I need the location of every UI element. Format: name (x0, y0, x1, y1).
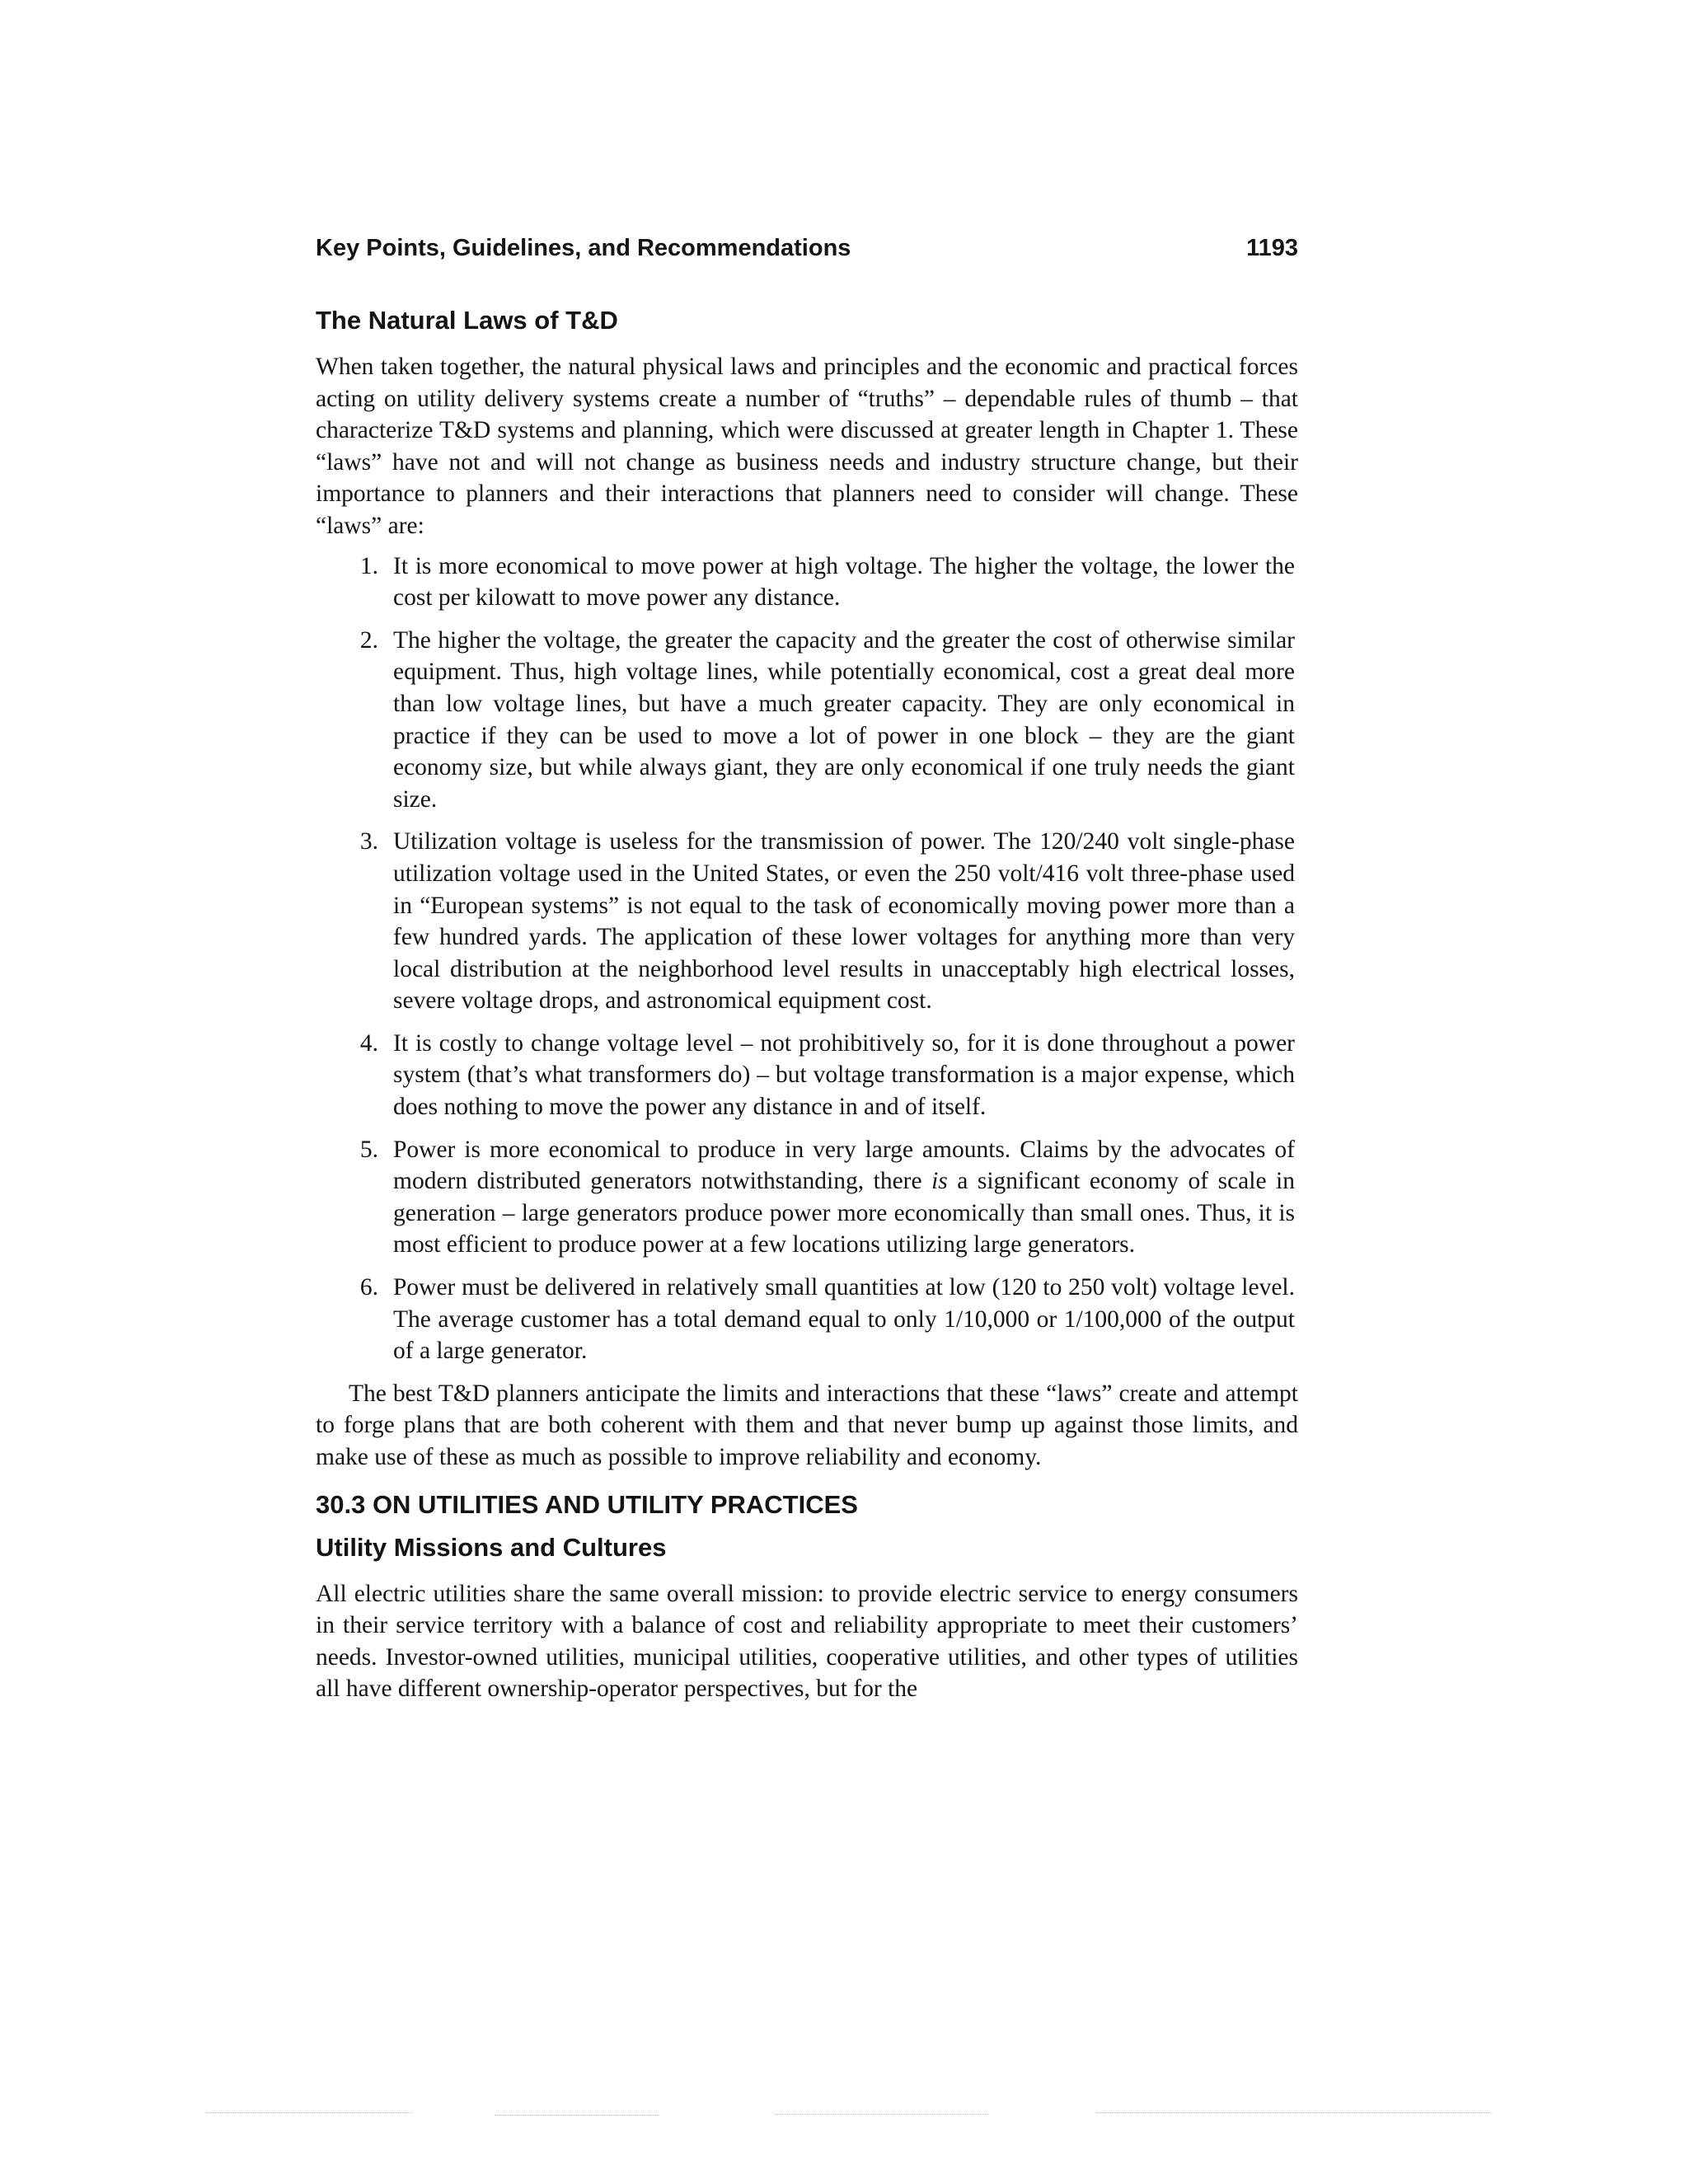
subsection-heading-missions-cultures: Utility Missions and Cultures (316, 1532, 667, 1562)
list-item-number: 2. (359, 626, 378, 654)
closing-paragraph: The best T&D planners anticipate the limits and interactions that these “laws” create and attempt to forge plans that are both coherent with them and that never bump up against those limits, and make use of these as much as possible to improve reliability and economy. (316, 1380, 1298, 1470)
list-item-number: 1. (359, 552, 378, 579)
scan-edge-line (495, 2115, 659, 2116)
intro-paragraph: When taken together, the natural physical laws and principles and the economic and practical forces acting on utility delivery systems create a number of “truths” – dependable rules of thumb – that characterize T&D systems and planning, which were discussed at greater length in Chapter 1. These “laws” have not and will not change as business needs and industry structure change, but their importance to planners and their interactions that planners need to consider will change. These “laws” are: (316, 354, 1298, 539)
scan-edge-line (775, 2114, 989, 2116)
list-item (316, 1028, 1298, 1123)
page-number: 1193 (1246, 235, 1298, 261)
text-run: Power is more economical to produce in very large amounts. Claims by the advocates of modern distributed generators notwithstanding, there (393, 1136, 1295, 1195)
emphasis-text: is (931, 1168, 948, 1195)
laws-list (316, 551, 1298, 1367)
list-item (316, 826, 1298, 1017)
list-item-number: 3. (359, 828, 378, 855)
list-item-number: 4. (359, 1029, 378, 1057)
running-title: Key Points, Guidelines, and Recommendations (316, 235, 851, 261)
section-heading-natural-laws: The Natural Laws of T&D (316, 306, 618, 335)
list-item (316, 551, 1298, 614)
list-item-number: 5. (359, 1136, 378, 1163)
list-item-text: Utilization voltage is useless for the transmission of power. The 120/240 volt single-phase utilization voltage used in the United States, or even the 250 volt/416 volt three-phase used in “European systems” is not equal to the task of economically moving power more than a few hundred yards. The application of these lower voltages for anything more than very local distribution at the neighborhood level results in unacceptably high electrical losses, severe voltage drops, and astronomical equipment cost. (393, 828, 1295, 1015)
running-header (316, 235, 1298, 268)
section-heading-utilities-practices: 30.3 ON UTILITIES AND UTILITY PRACTICES (316, 1489, 858, 1519)
list-item (316, 1272, 1298, 1367)
list-item-text: The higher the voltage, the greater the capacity and the greater the cost of otherwise similar equipment. Thus, high voltage lines, while potentially economical, cost a great deal more than low voltage lines, but have a much greater capacity. They are only economical in practice if they can be used to move a lot of power in one block – they are the giant economy size, but while always giant, they are only economical if one truly needs the giant size. (393, 626, 1295, 813)
list-item-text: It is costly to change voltage level – not prohibitively so, for it is done throughout a power system (that’s what transformers do) – but voltage transformation is a major expense, which does nothing to move the power any distance in and of itself. (393, 1029, 1295, 1121)
list-item-number: 6. (359, 1274, 378, 1301)
list-item (316, 1134, 1298, 1261)
document-page (316, 235, 1298, 1705)
text-run: a significant economy of scale in generation – large generators produce power more economically than small ones. Thus, it is most efficient to produce power at a few locations utilizing large generators. (393, 1168, 1296, 1258)
list-item-text: Power must be delivered in relatively small quantities at low (120 to 250 volt) voltage level. The average customer has a total demand equal to only 1/10,000 or 1/100,000 of the output of a large generator. (393, 1274, 1295, 1365)
scan-edge-line (206, 2112, 412, 2114)
list-item (316, 625, 1298, 816)
list-item-text: It is more economical to move power at high voltage. The higher the voltage, the lower the cost per kilowatt to move power any distance. (393, 552, 1295, 612)
scan-edge-line (1096, 2112, 1492, 2114)
list-item-text (393, 1134, 1295, 1261)
missions-paragraph: All electric utilities share the same overall mission: to provide electric service to energy consumers in their service territory with a balance of cost and reliability appropriate to meet their customers’ needs. Investor-owned utilities, municipal utilities, cooperative utilities, and other types of utilities all have different ownership-operator perspectives, but for the (316, 1580, 1298, 1703)
